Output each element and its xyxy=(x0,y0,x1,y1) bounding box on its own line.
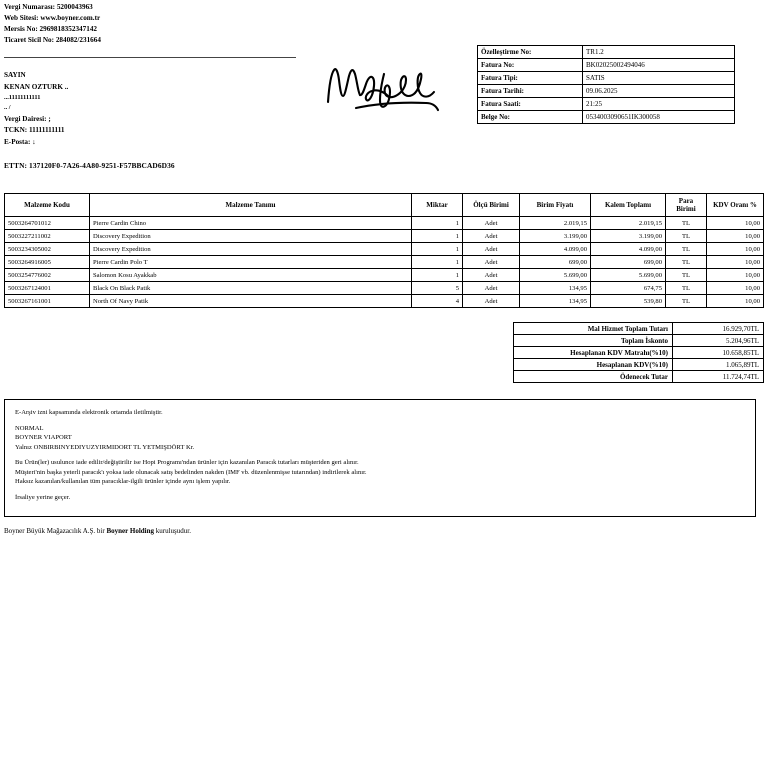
cell-currency: TL xyxy=(666,282,707,295)
totals-value-odenecek: 11.724,74TL xyxy=(673,371,764,383)
th-birim-fiyati: Birim Fiyatı xyxy=(520,194,591,217)
totals-label-mal-hizmet: Mal Hizmet Toplam Tutarı xyxy=(514,323,673,335)
table-row xyxy=(478,111,735,124)
footer-pre: Boyner Büyük Mağazacılık A.Ş. bir xyxy=(4,527,107,535)
cell-total: 5.699,00 xyxy=(591,269,666,282)
cell-currency: TL xyxy=(666,256,707,269)
table-row xyxy=(478,59,735,72)
totals-value-mal-hizmet: 16.929,70TL xyxy=(673,323,764,335)
footer-text xyxy=(4,527,191,535)
th-olcu-birimi: Ölçü Birimi xyxy=(463,194,520,217)
table-row xyxy=(5,243,764,256)
buyer-info xyxy=(4,70,284,148)
info-value-belge-no: 0534003090651IK300058 xyxy=(583,111,735,124)
cell-vat: 10,00 xyxy=(707,230,764,243)
seller-line-vergi: Vergi Numarası: 5200043963 xyxy=(4,3,93,11)
table-row xyxy=(5,230,764,243)
table-row xyxy=(478,46,735,59)
totals-label-kdv-matrah: Hesaplanan KDV Matrahı(%10) xyxy=(514,347,673,359)
th-kalem-toplami: Kalem Toplamı xyxy=(591,194,666,217)
cell-qty: 4 xyxy=(412,295,463,308)
totals-value-kdv: 1.065,89TL xyxy=(673,359,764,371)
cell-price: 2.019,15 xyxy=(520,217,591,230)
cell-total: 539,80 xyxy=(591,295,666,308)
buyer-name: KENAN OZTURK .. xyxy=(4,82,69,91)
note-hopi-1: Bu Ürün(ler) usulunce iade edilir/değiştirilir ise Hopi Programı'ndan ürünler için kazanılan Paracık tutarları müşteriden geri alınır. xyxy=(15,459,359,467)
table-row xyxy=(514,323,764,335)
cell-currency: TL xyxy=(666,230,707,243)
cell-unit: Adet xyxy=(463,243,520,256)
info-label-fatura-saati: Fatura Saati: xyxy=(478,98,583,111)
totals-value-kdv-matrah: 10.658,85TL xyxy=(673,347,764,359)
buyer-tax-office: Vergi Dairesi: ; xyxy=(4,114,51,123)
signature-image xyxy=(322,62,452,120)
table-row xyxy=(5,295,764,308)
buyer-address-line-2: .. / xyxy=(4,104,11,112)
cell-code: 5003267124001 xyxy=(5,282,90,295)
note-earsiv: E-Arşiv izni kapsamında elektronik ortamda iletilmiştir. xyxy=(15,409,163,416)
cell-vat: 10,00 xyxy=(707,282,764,295)
totals-label-kdv: Hesaplanan KDV(%10) xyxy=(514,359,673,371)
table-row xyxy=(514,371,764,383)
cell-total: 674,75 xyxy=(591,282,666,295)
info-value-fatura-tipi: SATIS xyxy=(583,72,735,85)
cell-vat: 10,00 xyxy=(707,256,764,269)
cell-desc: Discovery Expedition xyxy=(90,230,412,243)
divider xyxy=(4,57,296,58)
cell-code: 5003264701012 xyxy=(5,217,90,230)
cell-total: 699,00 xyxy=(591,256,666,269)
info-value-fatura-saati: 21:25 xyxy=(583,98,735,111)
cell-code: 5003254776002 xyxy=(5,269,90,282)
totals-label-iskonto: Toplam İskonto xyxy=(514,335,673,347)
cell-price: 4.099,00 xyxy=(520,243,591,256)
seller-info xyxy=(4,2,304,46)
th-malzeme-kodu: Malzeme Kodu xyxy=(5,194,90,217)
cell-qty: 5 xyxy=(412,282,463,295)
table-row xyxy=(514,347,764,359)
cell-desc: Black On Black Patik xyxy=(90,282,412,295)
table-row xyxy=(5,256,764,269)
cell-unit: Adet xyxy=(463,269,520,282)
cell-currency: TL xyxy=(666,269,707,282)
info-label-fatura-no: Fatura No: xyxy=(478,59,583,72)
cell-desc: Pierre Cardin Polo T xyxy=(90,256,412,269)
info-label-ozellestirme: Özelleştirme No: xyxy=(478,46,583,59)
cell-code: 5003267161001 xyxy=(5,295,90,308)
cell-price: 3.199,00 xyxy=(520,230,591,243)
cell-total: 4.099,00 xyxy=(591,243,666,256)
notes-box xyxy=(4,399,756,517)
buyer-title: SAYIN xyxy=(4,71,26,79)
ettn-text: ETTN: 137120F0-7A26-4A80-9251-F57BBCAD6D36 xyxy=(4,161,175,170)
cell-currency: TL xyxy=(666,217,707,230)
th-para-birimi: Para Birimi xyxy=(666,194,707,217)
table-header-row xyxy=(5,194,764,217)
table-row xyxy=(5,269,764,282)
cell-vat: 10,00 xyxy=(707,243,764,256)
note-hopi-2: Müşteri'nin başka yeterli paracık'ı yoksa iade olunacak satış bedelinden nakden (IMF vb. düzenlenmişse tutarından) indirilerek alınır. xyxy=(15,468,367,476)
cell-code: 5003264916005 xyxy=(5,256,90,269)
cell-vat: 10,00 xyxy=(707,217,764,230)
invoice-info-table xyxy=(477,45,735,124)
buyer-tckn: TCKN: 11111111111 xyxy=(4,126,65,135)
info-value-fatura-no: BK02025002494046 xyxy=(583,59,735,72)
note-store: BOYNER VIAPORT xyxy=(15,434,72,442)
table-row xyxy=(5,282,764,295)
note-hopi-3: Haksız kazanılan/kullanılan tüm paracıklar-ilgili ürünler içinde aynı işlem yapılır. xyxy=(15,478,231,486)
cell-vat: 10,00 xyxy=(707,295,764,308)
cell-code: 5003234305002 xyxy=(5,243,90,256)
info-label-fatura-tarihi: Fatura Tarihi: xyxy=(478,85,583,98)
info-value-fatura-tarihi: 09.06.2025 xyxy=(583,85,735,98)
cell-total: 3.199,00 xyxy=(591,230,666,243)
totals-label-odenecek: Ödenecek Tutar xyxy=(514,371,673,383)
cell-code: 5003227211002 xyxy=(5,230,90,243)
info-label-belge-no: Belge No: xyxy=(478,111,583,124)
cell-qty: 1 xyxy=(412,256,463,269)
footer-brand: Boyner Holding xyxy=(106,527,154,535)
cell-currency: TL xyxy=(666,295,707,308)
cell-unit: Adet xyxy=(463,217,520,230)
cell-qty: 1 xyxy=(412,217,463,230)
totals-value-iskonto: 5.204,96TL xyxy=(673,335,764,347)
table-row xyxy=(514,359,764,371)
cell-qty: 1 xyxy=(412,269,463,282)
buyer-address-line-1: ...11111111111 xyxy=(4,94,41,102)
cell-unit: Adet xyxy=(463,282,520,295)
cell-vat: 10,00 xyxy=(707,269,764,282)
buyer-email: E-Posta: ↓ xyxy=(4,137,36,146)
th-malzeme-tanimi: Malzeme Tanımı xyxy=(90,194,412,217)
cell-desc: Pierre Cardin Chino xyxy=(90,217,412,230)
cell-currency: TL xyxy=(666,243,707,256)
th-kdv-orani: KDV Oranı % xyxy=(707,194,764,217)
info-label-fatura-tipi: Fatura Tipi: xyxy=(478,72,583,85)
totals-table xyxy=(513,322,764,383)
cell-price: 699,00 xyxy=(520,256,591,269)
footer-post: kuruluşudur. xyxy=(154,527,191,535)
cell-total: 2.019,15 xyxy=(591,217,666,230)
line-items-table xyxy=(4,193,764,308)
th-miktar: Miktar xyxy=(412,194,463,217)
note-normal: NORMAL xyxy=(15,424,44,432)
cell-qty: 1 xyxy=(412,230,463,243)
cell-desc: Salomon Kosu Ayakkab xyxy=(90,269,412,282)
cell-desc: North Of Navy Patik xyxy=(90,295,412,308)
cell-desc: Discovery Expedition xyxy=(90,243,412,256)
cell-unit: Adet xyxy=(463,230,520,243)
cell-qty: 1 xyxy=(412,243,463,256)
info-value-ozellestirme: TR1.2 xyxy=(583,46,735,59)
seller-line-ticaret-sicil: Ticaret Sicil No: 284082/231664 xyxy=(4,35,101,44)
cell-price: 134,95 xyxy=(520,295,591,308)
seller-line-mersis: Mersis No: 2969818352347142 xyxy=(4,24,98,33)
table-row xyxy=(478,98,735,111)
table-row xyxy=(5,217,764,230)
cell-price: 134,95 xyxy=(520,282,591,295)
note-irsaliye: İrsaliye yerine geçer. xyxy=(15,493,71,501)
table-row xyxy=(478,85,735,98)
seller-line-web: Web Sitesi: www.boyner.com.tr xyxy=(4,13,101,22)
cell-unit: Adet xyxy=(463,295,520,308)
table-row xyxy=(478,72,735,85)
note-amount-words: Yalnız ONBIRBINYEDIYUZYIRMIDORT TL YETMIŞDÖRT Kr. xyxy=(15,443,195,451)
cell-unit: Adet xyxy=(463,256,520,269)
cell-price: 5.699,00 xyxy=(520,269,591,282)
table-row xyxy=(514,335,764,347)
